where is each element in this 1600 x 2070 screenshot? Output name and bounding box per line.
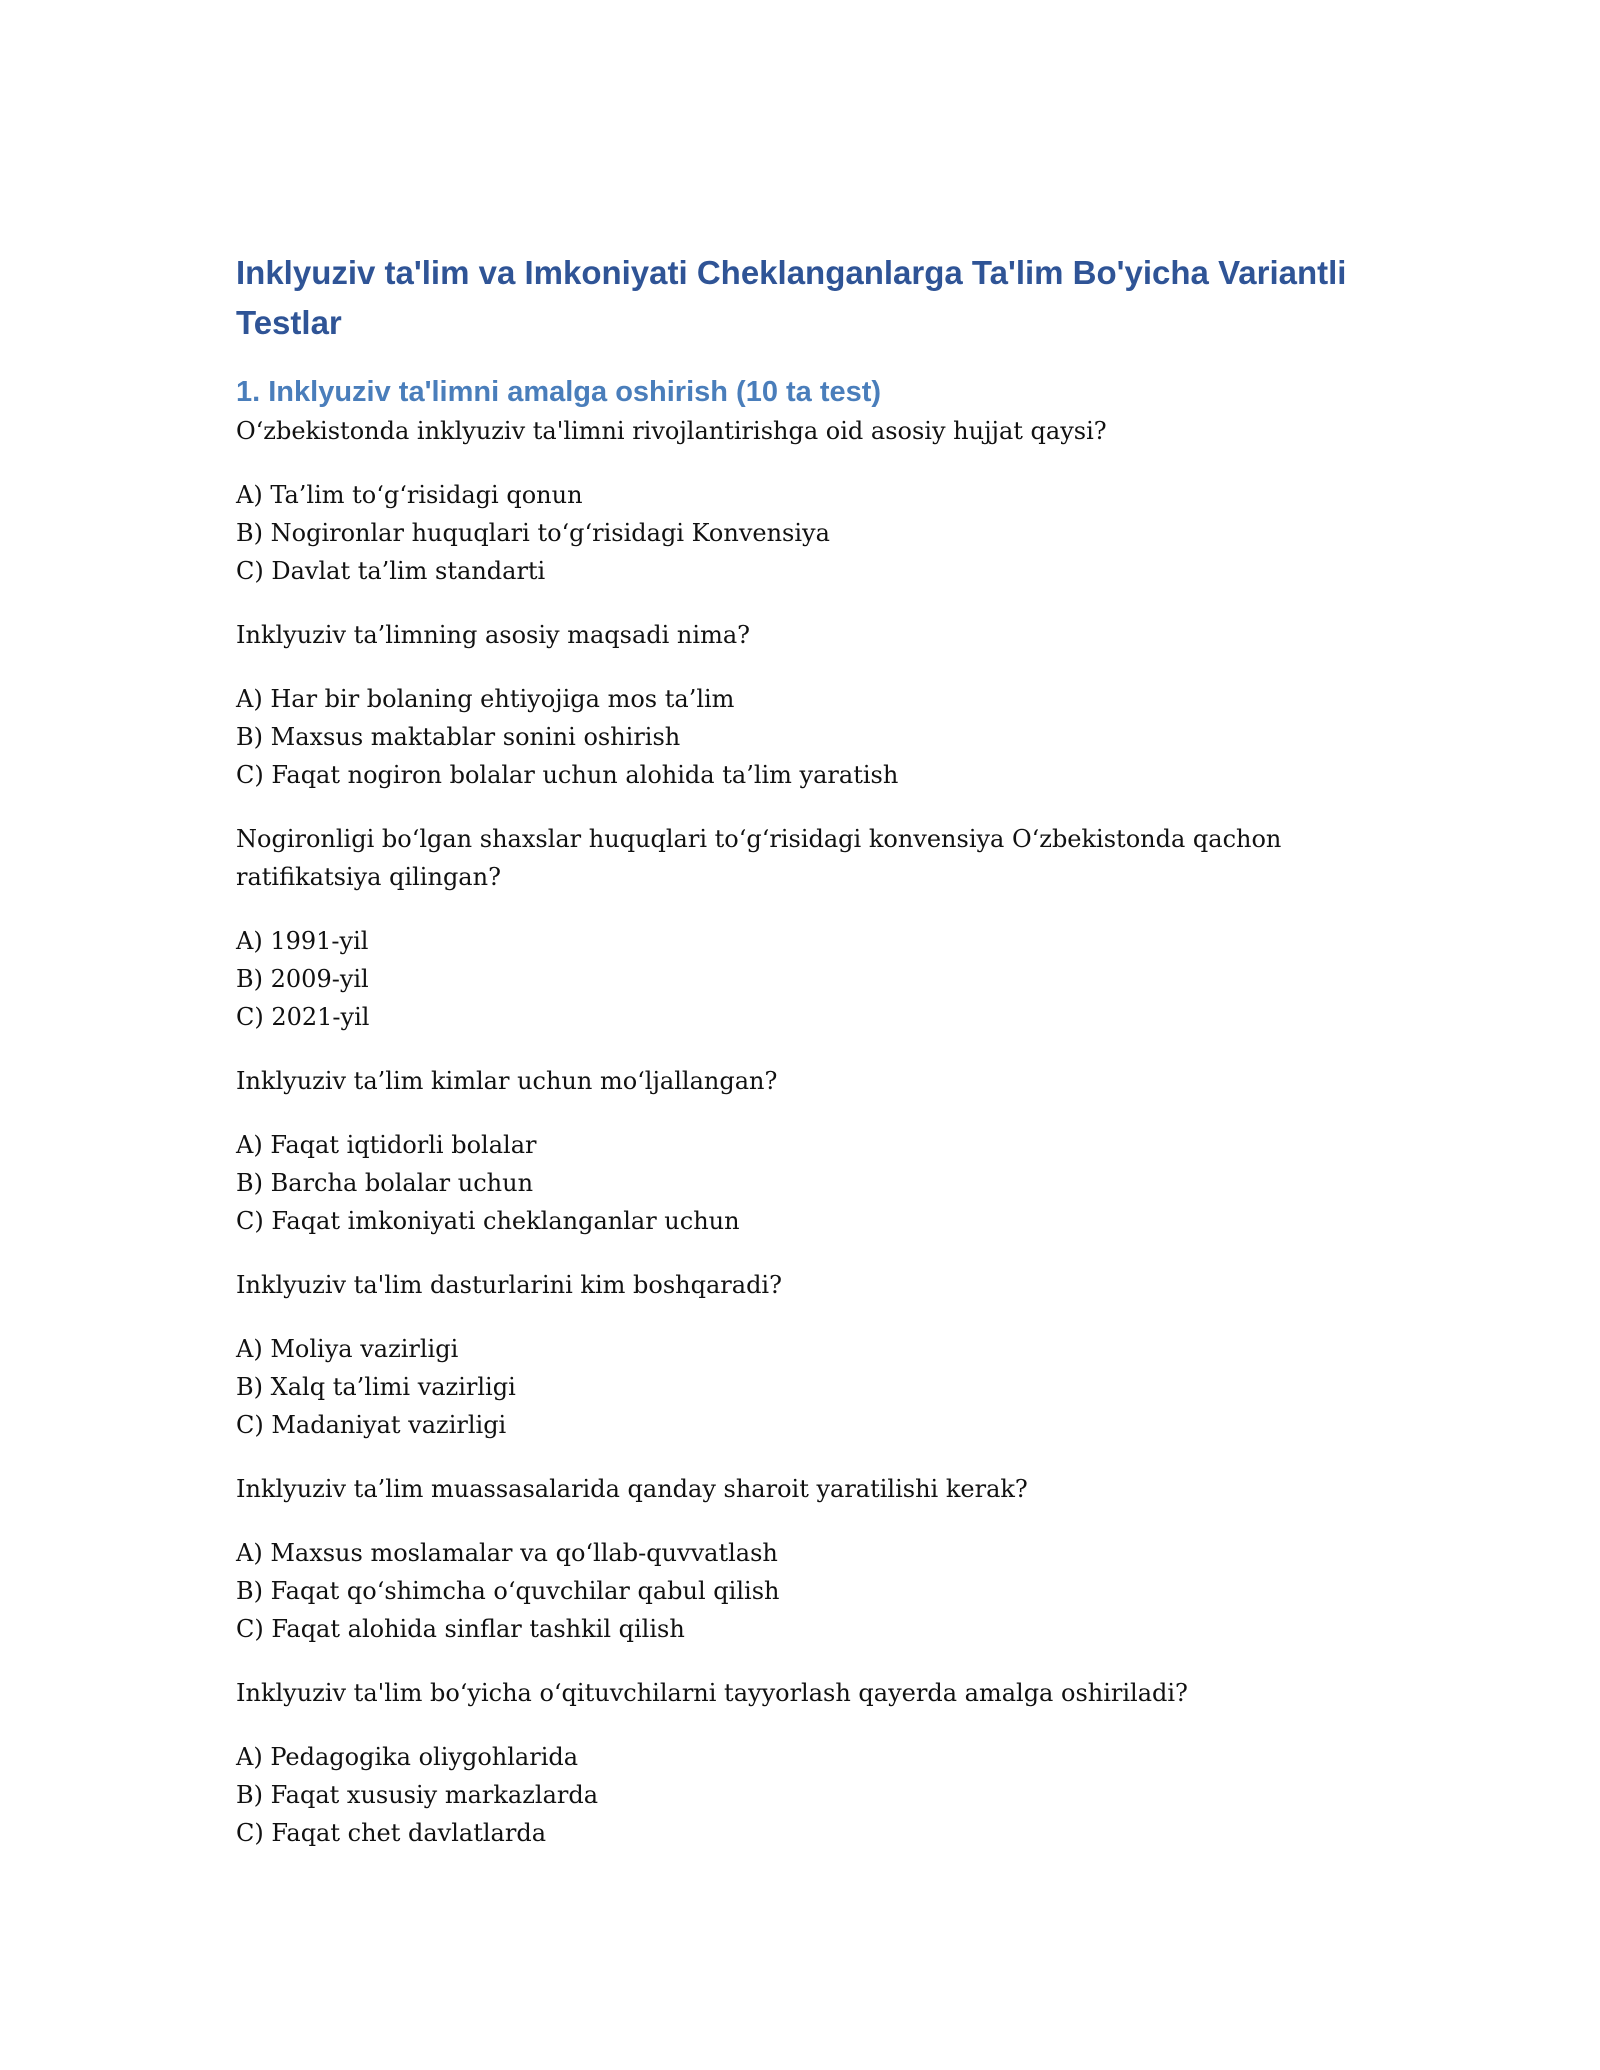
options-list (236, 476, 1386, 590)
options-list (236, 1126, 1386, 1240)
question-block (236, 1470, 1386, 1648)
option-c: C) Faqat alohida sinflar tashkil qilish (236, 1615, 685, 1643)
option-a: A) Moliya vazirligi (236, 1335, 459, 1363)
options-list (236, 1330, 1386, 1444)
question-block (236, 1266, 1386, 1444)
option-b: B) Nogironlar huquqlari to‘g‘risidagi Konvensiya (236, 519, 830, 547)
question-text: Nogironligi bo‘lgan shaxslar huquqlari to‘g‘risidagi konvensiya O‘zbekistonda qachon ratifikatsiya qilingan? (236, 825, 1282, 891)
options-list (236, 1738, 1386, 1852)
question-text: Inklyuziv ta'lim dasturlarini kim boshqaradi? (236, 1271, 782, 1299)
option-c: C) Faqat nogiron bolalar uchun alohida ta’lim yaratish (236, 761, 899, 789)
question-block (236, 412, 1386, 590)
option-b: B) Barcha bolalar uchun (236, 1169, 534, 1197)
question-block (236, 1674, 1386, 1852)
option-a: A) Har bir bolaning ehtiyojiga mos ta’lim (236, 685, 735, 713)
document-title: Inklyuziv ta'lim va Imkoniyati Cheklanganlarga Ta'lim Bo'yicha Variantli Testlar (236, 254, 1347, 341)
question-text: Inklyuziv ta'lim bo‘yicha o‘qituvchilarni tayyorlash qayerda amalga oshiriladi? (236, 1679, 1188, 1707)
option-a: A) Ta’lim to‘g‘risidagi qonun (236, 481, 583, 509)
option-b: B) Faqat xususiy markazlarda (236, 1781, 599, 1809)
option-b: B) Faqat qo‘shimcha o‘quvchilar qabul qilish (236, 1577, 780, 1605)
question-block (236, 616, 1386, 794)
option-b: B) Maxsus maktablar sonini oshirish (236, 723, 681, 751)
option-a: A) 1991-yil (236, 927, 369, 955)
options-list (236, 922, 1386, 1036)
option-a: A) Maxsus moslamalar va qo‘llab-quvvatlash (236, 1539, 778, 1567)
section-heading: 1. Inklyuziv ta'limni amalga oshirish (10 ta test) (236, 376, 882, 408)
question-block (236, 820, 1386, 1036)
option-b: B) 2009-yil (236, 965, 369, 993)
option-b: B) Xalq ta’limi vazirligi (236, 1373, 516, 1401)
document-content (236, 248, 1386, 1878)
question-text: O‘zbekistonda inklyuziv ta'limni rivojlantirishga oid asosiy hujjat qaysi? (236, 417, 1107, 445)
option-c: C) Faqat chet davlatlarda (236, 1819, 546, 1847)
options-list (236, 1534, 1386, 1648)
options-list (236, 680, 1386, 794)
option-a: A) Faqat iqtidorli bolalar (236, 1131, 537, 1159)
question-text: Inklyuziv ta’limning asosiy maqsadi nima? (236, 621, 750, 649)
question-text: Inklyuziv ta’lim muassasalarida qanday sharoit yaratilishi kerak? (236, 1475, 1028, 1503)
question-block (236, 1062, 1386, 1240)
option-a: A) Pedagogika oliygohlarida (236, 1743, 579, 1771)
option-c: C) Madaniyat vazirligi (236, 1411, 507, 1439)
option-c: C) Davlat ta’lim standarti (236, 557, 546, 585)
option-c: C) Faqat imkoniyati cheklanganlar uchun (236, 1207, 740, 1235)
question-text: Inklyuziv ta’lim kimlar uchun mo‘ljallangan? (236, 1067, 778, 1095)
option-c: C) 2021-yil (236, 1003, 370, 1031)
